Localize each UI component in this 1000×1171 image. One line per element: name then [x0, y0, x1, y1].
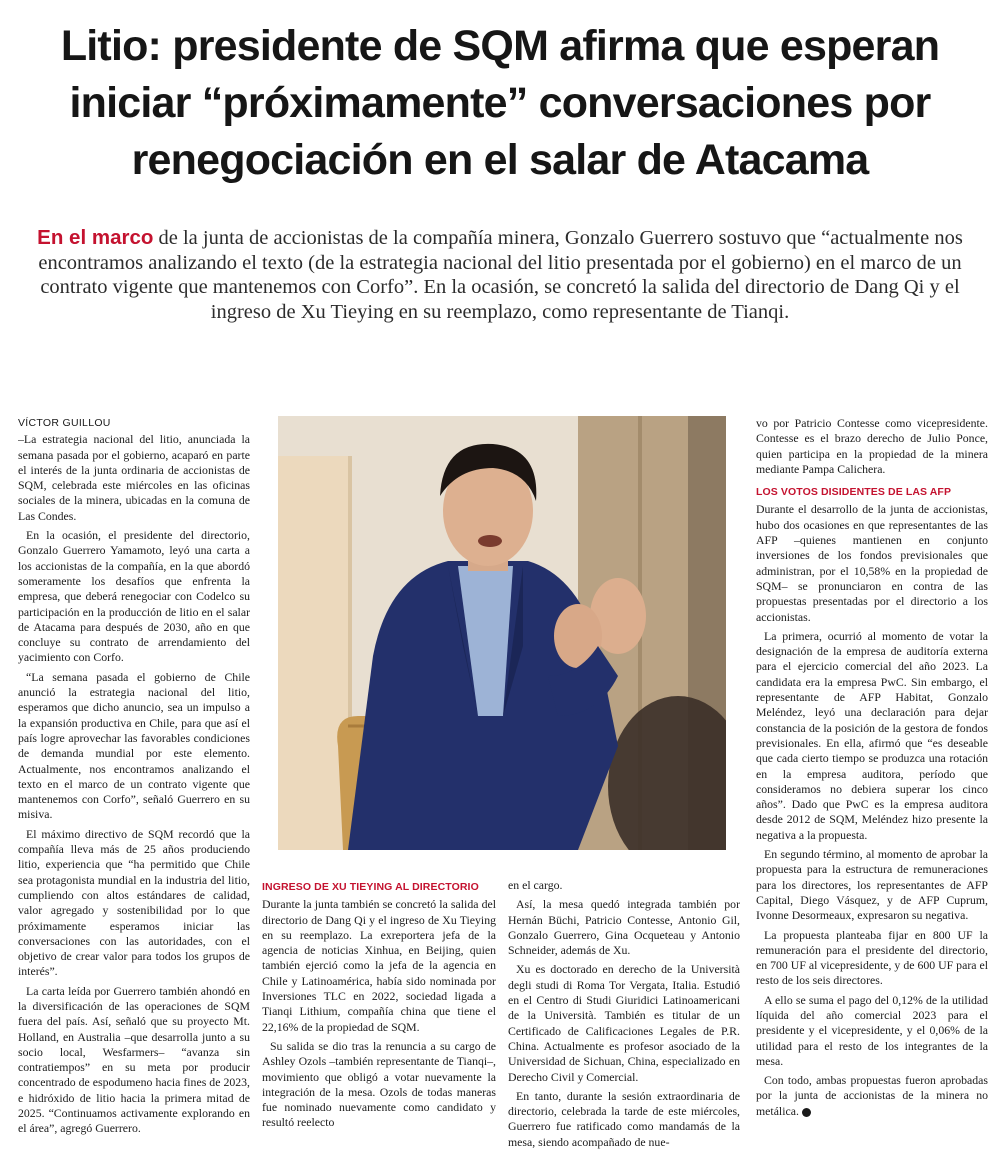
article-column-2: [262, 880, 496, 1155]
paragraph: en el cargo.: [508, 878, 563, 892]
paragraph: En la ocasión, el presidente del directorio, Gonzalo Guerrero Yamamoto, leyó una carta a los accionistas de la compañía, en la que abordó someramente los desafíos que enfrenta la empresa, que deberá renegociar con Codelco su participación en la producción de litio en el salar de Atacama para después de 2030, año en que concluye su contrato de arrendamiento del yacimiento con Corfo.: [18, 528, 250, 665]
byline: VÍCTOR GUILLOU: [18, 417, 111, 429]
paragraph: Xu es doctorado en derecho de la Università degli studi di Roma Tor Vergata, Italia. Estudió en el Centro di Studi Giuridici Latinoamericani de la Università. También es titular de un Certificado de Calificaciones Legales de P.R. China. Actualmente es profesor asociado de la Universidad de Sichuan, China, especializado en Derecho Civil y Comercial.: [508, 962, 740, 1084]
paragraph: [756, 1073, 988, 1119]
lead-text: de la junta de accionistas de la compañía minera, Gonzalo Guerrero sostuvo que “actualmente nos encontramos analizando el texto (de la estrategia nacional del litio presentada por el gobierno) en el marco de un contrato vigente que mantenemos con Corfo”. En la ocasión, se concretó la salida del directorio de Dang Qi y el ingreso de Xu Tieying en su reemplazo, como representante de Tianqi.: [38, 227, 963, 323]
section-subhead: INGRESO DE XU TIEYING AL DIRECTORIO: [262, 881, 479, 893]
article-column-4: [756, 416, 988, 1161]
article-column-3: [508, 878, 740, 1155]
article-column-1: [18, 416, 250, 1161]
headline: Litio: presidente de SQM afirma que esperan iniciar “próximamente” conversaciones por renegociación en el salar de Atacama: [60, 22, 940, 184]
paragraph: Su salida se dio tras la renuncia a su cargo de Ashley Ozols –también representante de Tianqi–, movimiento que obligó a votar nuevamente la integración de la mesa. Ozols de todas maneras fue nominado nuevamente como candidato y resultó reelecto: [262, 1038, 496, 1130]
article-photo: [278, 416, 726, 850]
paragraph: Durante la junta también se concretó la salida del directorio de Dang Qi y el ingreso de Xu Tieying en su reemplazo. La exreportera jefa de la agencia de noticias Xinhua, en Beijing, quien también ejerció como la jefa de la agencia en Chile y Latinoamérica, había sido nominada por Inversiones TLC en 2022, sociedad ligada a Tianqi Lithium, compañía china que tiene el 22,16% de la propiedad de SQM.: [262, 897, 496, 1034]
paragraph: En segundo término, al momento de aprobar la propuesta para la estructura de remuneraciones para los directores, los representantes de AFP Capital, Diego Vásquez, y de AFP Cuprum, Ivonne Desormeaux, expresaron su negativa.: [756, 847, 988, 923]
paragraph: El máximo directivo de SQM recordó que la compañía lleva más de 25 años produciendo litio, experiencia que “ha permitido que Chile sea protagonista mundial en la industria del litio, cumpliendo con altos estándares de calidad, valor agregado y sostenibilidad por lo que próximamente esperamos iniciar las conversaciones con las autoridades, con el objetivo de crear valor para todos los grupos de interés”.: [18, 826, 250, 979]
photo-illustration: [278, 416, 726, 850]
paragraph: A ello se suma el pago del 0,12% de la utilidad líquida del año comercial 2023 para el presidente y el vicepresidente, y el 0,06% de la utilidad para el resto de los integrantes de la mesa.: [756, 992, 988, 1068]
end-of-article-icon: [802, 1108, 811, 1117]
lead-paragraph: [20, 226, 980, 324]
paragraph: La propuesta planteaba fijar en 800 UF la remuneración para el presidente del directorio, en 700 UF al vicepresidente, y de 600 UF para el resto de los seis directores.: [756, 927, 988, 988]
lead-highlight: En el marco: [37, 226, 154, 249]
paragraph: Así, la mesa quedó integrada también por Hernán Büchi, Patricio Contesse, Antonio Gil, Gonzalo Guerrero, Gina Ocqueteau y Antonio Schneider, además de Xu.: [508, 897, 740, 958]
paragraph: La carta leída por Guerrero también ahondó en la diversificación de las operaciones de SQM fuera del país. Así, señaló que su proyecto Mt. Holland, en Australia –que desarrolla junto a su socio local, Wesfarmers– “avanza sin contratiempos” en su meta por producir concentrado de espodumeno hacia fines de 2023, e hidróxido de litio hacia la primera mitad de 2025. “Continuamos activamente explorando en el área”, agregó Guerrero.: [18, 983, 250, 1136]
final-paragraph-text: Con todo, ambas propuestas fueron aprobadas por la junta de accionistas de la minera no metálica.: [756, 1073, 988, 1118]
paragraph: “La semana pasada el gobierno de Chile anunció la estrategia nacional del litio, esperamos que dicho anuncio, sea un impulso a la expansión productiva en Chile, para que así el país logre aprovechar las favorables condiciones de demanda mundial por este elemento. Actualmente, nos encontramos analizando el texto en el marco de un contrato vigente que mantenemos con Corfo”, señaló Guerrero en su misiva.: [18, 669, 250, 822]
paragraph: En tanto, durante la sesión extraordinaria de directorio, celebrada la tarde de este miércoles, Guerrero fue ratificado como mandamás de la mesa, siendo acompañado de nue-: [508, 1088, 740, 1149]
paragraph: Durante el desarrollo de la junta de accionistas, hubo dos ocasiones en que representantes de las AFP –quienes mantienen en conjunto inversiones de los fondos previsionales que administran, por el 10,58% en la propiedad de SQM– se pronunciaron en contra de las propuestas presentadas por el directorio a los accionistas.: [756, 502, 988, 624]
paragraph: –La estrategia nacional del litio, anunciada la semana pasada por el gobierno, acaparó en parte el interés de la junta ordinaria de accionistas de SQM, celebrada este miércoles en las oficinas sociales de la minera, ubicadas en la comuna de Las Condes.: [18, 432, 250, 523]
section-subhead: LOS VOTOS DISIDENTES DE LAS AFP: [756, 486, 952, 499]
paragraph: vo por Patricio Contesse como vicepresidente. Contesse es el brazo derecho de Julio Ponce, quien participa en la propiedad de la minera mediante Pampa Calichera.: [756, 416, 988, 476]
paragraph: La primera, ocurrió al momento de votar la designación de la empresa de auditoría externa para el ejercicio comercial del año 2023. La candidata era la empresa PwC. Sin embargo, el representante de AFP Habitat, Gonzalo Meléndez, leyó una declaración para dejar constancia de la posición de la gestora de fondos previsionales. En ella, afirmó que “es deseable que cada cierto tiempo se produzca una rotación en la empresa auditora, período que consideramos no debiera superar los cinco años”. Dado que PwC es la empresa auditora desde 2012 de SQM, Meléndez hizo presente la negativa a la propuesta.: [756, 628, 988, 842]
